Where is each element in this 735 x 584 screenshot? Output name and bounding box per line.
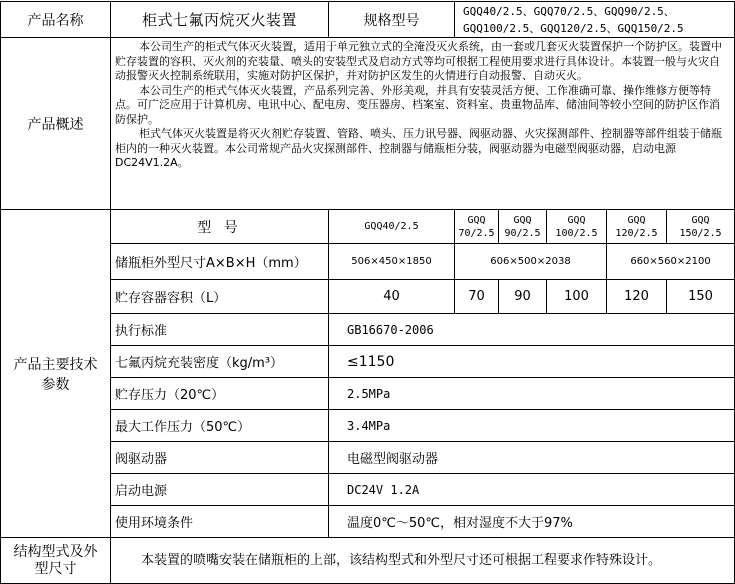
model-cell-line: GQQ: [627, 214, 646, 226]
dimension-value: 606×500×2038: [455, 244, 607, 280]
model-cell: [455, 210, 499, 244]
overview-text: [111, 38, 735, 210]
structure-label: [1, 538, 111, 584]
volume-label: 贮存容器容积（L）: [111, 280, 329, 314]
model-cell-line: 70/2.5: [458, 227, 495, 239]
param-dimension-row: [1, 244, 735, 280]
structure-text: [111, 538, 735, 584]
param-label: 阀驱动器: [111, 442, 329, 474]
product-name-label: 产品名称: [1, 2, 111, 38]
param-value: 温度0℃～50℃，相对湿度不大于97%: [329, 506, 735, 538]
overview-label: 产品概述: [1, 38, 111, 210]
model-label: 规格型号: [329, 2, 455, 38]
param-row: [1, 442, 735, 474]
param-label: 七氟丙烷充装密度（kg/m³）: [111, 346, 329, 378]
model-cell: [667, 210, 735, 244]
param-row: [1, 378, 735, 410]
param-row: [1, 314, 735, 346]
structure-label-line: 结构型式及外: [13, 543, 98, 560]
model-cell: [499, 210, 547, 244]
param-label: 使用环境条件: [111, 506, 329, 538]
param-row: [1, 506, 735, 538]
structure-paragraph: 本装置的喷嘴安装在储瓶柜的上部，该结构型式和外型尺寸还可根据工程要求作特殊设计。: [141, 552, 662, 568]
param-label: 贮存压力（20℃）: [111, 378, 329, 410]
param-model-row: [1, 210, 735, 244]
param-row: [1, 474, 735, 506]
structure-label-line: 型尺寸: [34, 560, 77, 577]
model-cell-line: 100/2.5: [555, 227, 598, 239]
param-value: DC24V 1.2A: [329, 474, 735, 506]
volume-value: 40: [329, 280, 455, 314]
param-row: [1, 410, 735, 442]
model-cell-line: GQQ: [467, 214, 486, 226]
model-cell-line: 150/2.5: [679, 227, 722, 239]
params-label: [1, 210, 111, 538]
dimension-value: 660×560×2100: [607, 244, 735, 280]
model-list-line: GQQ100/2.5、GQQ120/2.5、GQQ150/2.5: [463, 21, 684, 35]
param-label: 启动电源: [111, 474, 329, 506]
volume-value: 150: [667, 280, 735, 314]
product-name-row: [1, 2, 735, 38]
volume-value: 120: [607, 280, 667, 314]
overview-paragraph: 本公司生产的柜式气体灭火装置，产品系列完善、外形美观，并具有安装灵活方便、工作准确可靠、操作维修方便等特点。可广泛应用于计算机房、电讯中心、配电房、变压器房、档案室、资料室、贵重物品库、储油间等较小空间的防护区作消防保护。: [115, 83, 720, 126]
model-cell: GQQ40/2.5: [329, 210, 455, 244]
structure-row: [1, 538, 735, 584]
params-label-line: 参数: [41, 376, 70, 393]
param-value: ≤1150: [329, 346, 735, 378]
param-value: GB16670-2006: [329, 314, 735, 346]
param-value: 电磁型阀驱动器: [329, 442, 735, 474]
model-cell-line: GQQ: [513, 214, 532, 226]
model-cell-line: 120/2.5: [615, 227, 658, 239]
product-spec-table: [0, 1, 735, 584]
dimension-value: 506×450×1850: [329, 244, 455, 280]
model-header-label: 型 号: [111, 210, 329, 244]
param-label: 最大工作压力（50℃）: [111, 410, 329, 442]
overview-row: [1, 38, 735, 210]
params-label-line: 产品主要技术: [13, 356, 98, 373]
overview-paragraph: 本公司生产的柜式气体灭火装置，适用于单元独立式的全淹没灭火系统，由一套或几套灭火装置保护一个防护区。装置中贮存装置的容积、灭火剂的充装量、喷头的安装型式及启动方式等均可根据工程使用要求进行具体设计。本装置一般与火灾自动报警灭火控制系统联用，实施对防护区保护，并对防护区发生的火情进行自动报警、自动灭火。: [115, 40, 722, 82]
param-volume-row: [1, 280, 735, 314]
param-label: 执行标准: [111, 314, 329, 346]
overview-paragraph: 柜式气体灭火装置是将灭火剂贮存装置、管路、喷头、压力讯号器、阀驱动器、火灾探测部件、控制器等部件组装于储瓶柜内的一种灭火装置。本公司常规产品火灾探测部件、控制器与储瓶柜分装，阀驱动器为电磁型阀驱动器，启动电源DC24V1.2A。: [115, 127, 722, 169]
volume-value: 100: [547, 280, 607, 314]
param-value: 3.4MPa: [329, 410, 735, 442]
model-cell-line: GQQ: [567, 214, 586, 226]
dimension-label: 储瓶柜外型尺寸A×B×H（mm）: [111, 244, 329, 280]
model-cell: [607, 210, 667, 244]
product-name-value: 柜式七氟丙烷灭火装置: [111, 2, 329, 38]
param-row: [1, 346, 735, 378]
volume-value: 90: [499, 280, 547, 314]
model-cell-line: GQQ: [691, 214, 710, 226]
model-cell: [547, 210, 607, 244]
model-cell-line: 90/2.5: [504, 227, 541, 239]
model-list: [455, 2, 735, 38]
param-value: 2.5MPa: [329, 378, 735, 410]
volume-value: 70: [455, 280, 499, 314]
model-list-line: GQQ40/2.5、GQQ70/2.5、GQQ90/2.5、: [463, 4, 675, 18]
